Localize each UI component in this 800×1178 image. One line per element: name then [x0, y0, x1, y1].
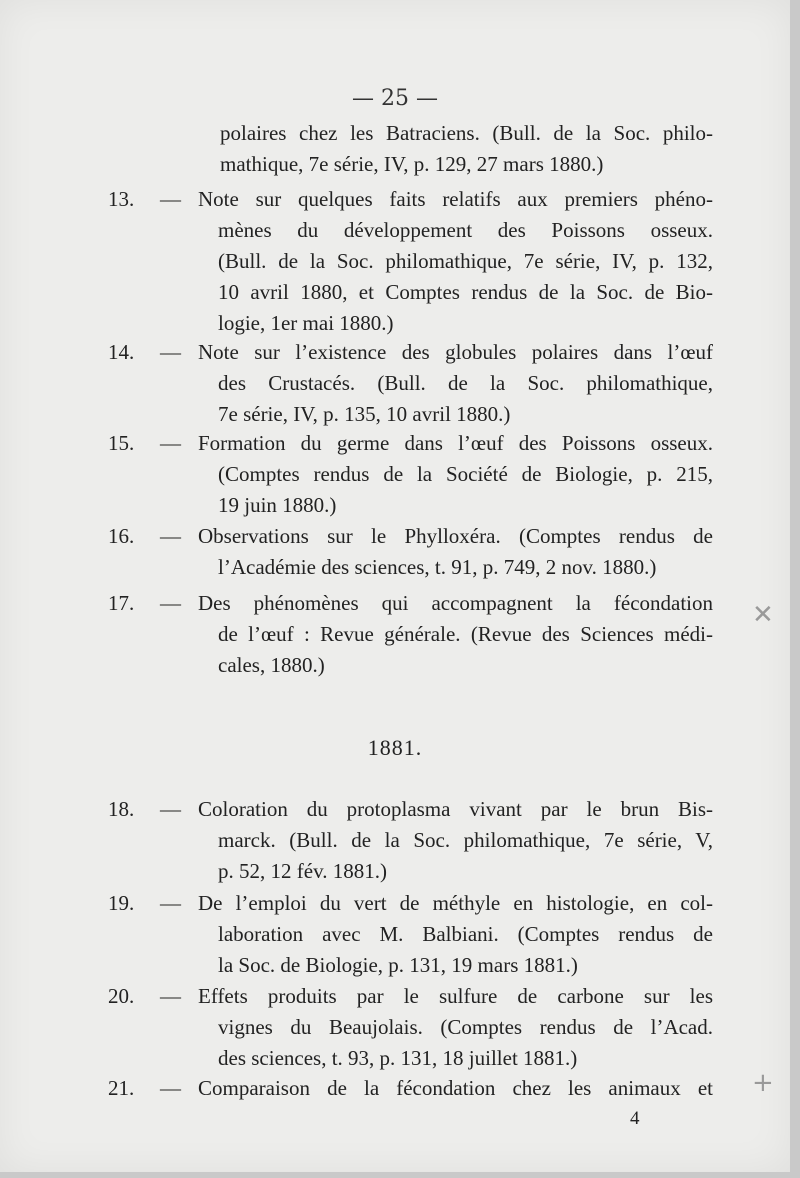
entry-dash: —: [160, 1076, 181, 1100]
text-line: Comparaison de la fécondation chez les animaux et: [198, 1076, 713, 1100]
entry-dash: —: [160, 431, 181, 455]
text-line: p. 52, 12 fév. 1881.): [218, 859, 387, 883]
bibliography-entry-15: [108, 428, 713, 521]
bibliography-entry-14: [108, 337, 713, 430]
entry-number: 20.: [108, 984, 135, 1008]
text-line: laboration avec M. Balbiani. (Comptes rendus de: [218, 922, 713, 946]
bibliography-entry-21: [108, 1073, 713, 1104]
text-line: 7e série, IV, p. 135, 10 avril 1880.): [218, 402, 511, 426]
entry-dash: —: [160, 187, 181, 211]
text-line: Note sur l’existence des globules polaires dans l’œuf: [198, 340, 713, 364]
entry-number: 14.: [108, 340, 135, 364]
entry-dash: —: [160, 984, 181, 1008]
bibliography-entry-18: [108, 794, 713, 887]
signature-mark: 4: [630, 1108, 640, 1129]
text-line: (Comptes rendus de la Société de Biologie, p. 215,: [218, 462, 713, 486]
text-line: mathique, 7e série, IV, p. 129, 27 mars 1880.): [220, 152, 604, 176]
entry-number: 16.: [108, 524, 135, 548]
text-line: mènes du développement des Poissons osseux.: [218, 218, 713, 242]
text-line: l’Académie des sciences, t. 91, p. 749, 2 nov. 1880.): [218, 555, 657, 579]
text-line: 19 juin 1880.): [218, 493, 337, 517]
text-line: 10 avril 1880, et Comptes rendus de la Soc. de Bio-: [218, 280, 713, 304]
entry-dash: —: [160, 524, 181, 548]
entry-number: 15.: [108, 431, 135, 455]
bibliography-entry-19: [108, 888, 713, 981]
bibliography-entry-13: [108, 184, 713, 339]
entry-number: 17.: [108, 591, 135, 615]
year-heading: 1881.: [367, 735, 423, 760]
text-line: la Soc. de Biologie, p. 131, 19 mars 1881.): [218, 953, 578, 977]
text-line: vignes du Beaujolais. (Comptes rendus de l’Acad.: [218, 1015, 713, 1039]
continuation-paragraph: [108, 118, 713, 180]
pencil-plus-mark-icon: +: [752, 1068, 774, 1098]
text-line: De l’emploi du vert de méthyle en histologie, en col-: [198, 891, 713, 915]
bibliography-entry-17: [108, 588, 713, 681]
entry-dash: —: [160, 591, 181, 615]
text-line: des Crustacés. (Bull. de la Soc. philomathique,: [218, 371, 713, 395]
page-number: — 25 —: [352, 86, 438, 111]
text-line: de l’œuf : Revue générale. (Revue des Sciences médi-: [218, 622, 713, 646]
entry-number: 18.: [108, 797, 135, 821]
text-line: des sciences, t. 93, p. 131, 18 juillet 1881.): [218, 1046, 578, 1070]
text-line: Coloration du protoplasma vivant par le brun Bis-: [198, 797, 713, 821]
text-line: Des phénomènes qui accompagnent la fécondation: [198, 591, 713, 615]
text-line: Effets produits par le sulfure de carbone sur les: [198, 984, 713, 1008]
text-line: polaires chez les Batraciens. (Bull. de la Soc. philo-: [220, 121, 713, 145]
entry-number: 13.: [108, 187, 135, 211]
text-line: marck. (Bull. de la Soc. philomathique, 7e série, V,: [218, 828, 713, 852]
text-line: Observations sur le Phylloxéra. (Comptes rendus de: [198, 524, 713, 548]
text-line: Note sur quelques faits relatifs aux premiers phéno-: [198, 187, 713, 211]
bibliography-entry-16: [108, 521, 713, 583]
entry-number: 21.: [108, 1076, 135, 1100]
text-line: Formation du germe dans l’œuf des Poissons osseux.: [198, 431, 713, 455]
pencil-cross-mark-icon: ✕: [752, 600, 774, 630]
text-line: (Bull. de la Soc. philomathique, 7e série, IV, p. 132,: [218, 249, 713, 273]
text-line: cales, 1880.): [218, 653, 325, 677]
entry-number: 19.: [108, 891, 135, 915]
entry-dash: —: [160, 891, 181, 915]
text-line: logie, 1er mai 1880.): [218, 311, 394, 335]
entry-dash: —: [160, 797, 181, 821]
entry-dash: —: [160, 340, 181, 364]
bibliography-entry-20: [108, 981, 713, 1074]
